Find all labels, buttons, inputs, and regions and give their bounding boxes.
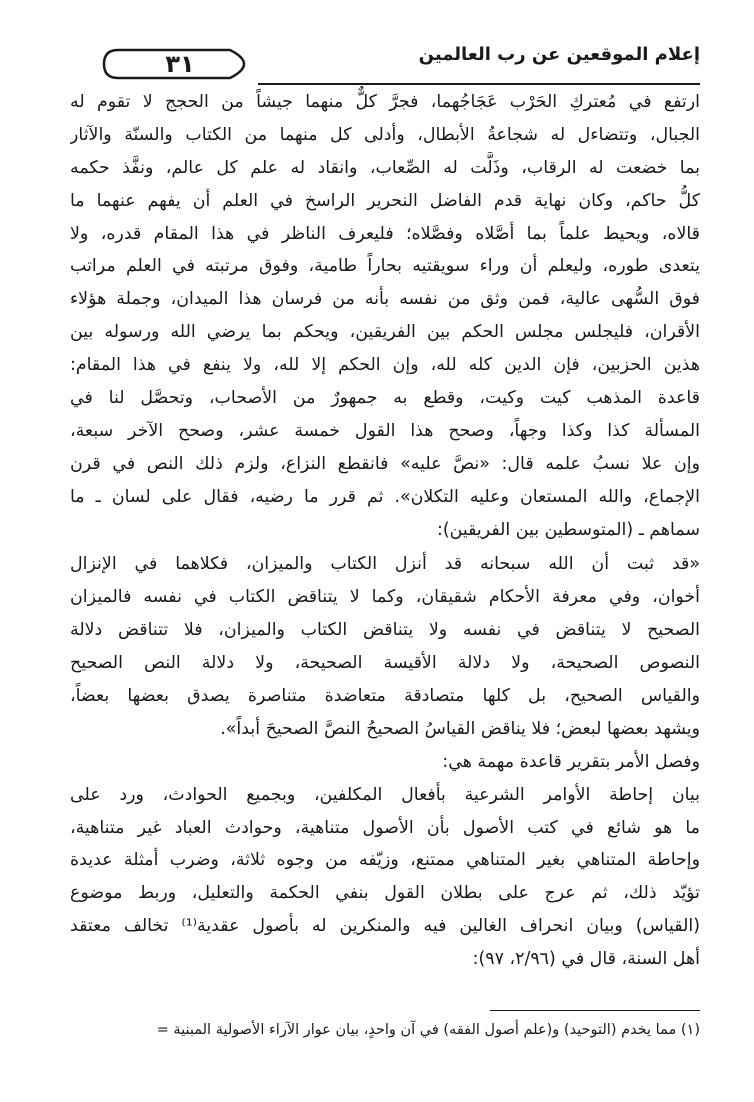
text-line: وفصل الأمر بتقرير قاعدة مهمة هي: [442, 751, 700, 772]
page-header [70, 40, 700, 90]
text-line: (القياس) وبيان انحراف الغالين فيه والمنكرين له بأصول عقدية⁽¹⁾ تخالف معتقد [70, 916, 700, 937]
text-line: يتعدى طوره، وليعلم أن وراء سويقتيه بحاراً طامية، وفوق مرتبته في العلم مراتب [70, 256, 700, 277]
text-line: أهل السنة، قال في (٢/٩٦، ٩٧): [472, 949, 700, 970]
header-rule [258, 83, 700, 85]
text-line: كلُّ حاكم، وكان نهاية قدم الفاضل النحرير الراسخ في العلم أن يفهم عنهما ما [70, 190, 700, 211]
text-line: قالاه، ويحيط علماً بما أصَّلاه وفصَّلاه؛ فليعرف الناظر في هذا المقام قدره، ولا [70, 223, 700, 244]
text-line: الجبال، وتتضاءل له شجاعةُ الأبطال، وأدلى كل منهما من الكتاب والسنّة والآثار [70, 124, 700, 145]
quote-line: أخوان، وفي معرفة الأحكام شقيقان، وكما لا يتناقض الكتاب في نفسه فالميزان [70, 587, 700, 608]
text-line: ارتفع في مُعتركِ الحَرْب عَجَاجُهما، فجرَّ كلٌّ منهما جيشاً من الحجج لا تقوم له [70, 92, 700, 112]
footnote-rule [490, 1010, 700, 1011]
quote-line: «قد ثبت أن الله سبحانه قد أنزل الكتاب والميزان، فكلاهما في الإنزال [70, 554, 700, 575]
text-line: وإحاطة المتناهي بغير المتناهي ممتنع، وزيّفه من وجوه ثلاثة، وضرب أمثلة عديدة [70, 850, 700, 871]
text-line: قاعدة المذهب كيت وكيت، وقطع به جمهورٌ من الأصحاب، وتحصَّل لنا في [70, 388, 700, 409]
main-text [70, 86, 700, 976]
text-line: المسألة كذا وكذا وجهاً، وصحح هذا القول خمسة عشر، وصحح الآخر سبعة، [70, 420, 700, 441]
text-line: فوق السُّهى عالية، فمن وثق من نفسه بأنه من فرسان هذا الميدان، وجملة هؤلاء [70, 289, 700, 310]
running-title: إعلام الموقعين عن رب العالمين [418, 44, 700, 65]
page-number: ٣١ [165, 50, 195, 78]
quote-line: والقياس الصحيح، بل كلها متصادقة متعاضدة متناصرة يصدق بعضها بعضاً، [70, 686, 700, 707]
page-number-frame [100, 46, 260, 82]
text-line: وإن علا نسبُ علمه قال: «نصَّ عليه» فانقطع النزاع، ولزم ذلك النص في قرن [70, 453, 700, 474]
quote-line: الصحيح لا يتناقض في نفسه ولا يتناقض الكتاب والميزان، فلا تتناقض دلالة [70, 620, 700, 641]
quote-line: ويشهد بعضها لبعض؛ فلا يناقض القياسُ الصحيحُ النصَّ الصحيحَ أبداً». [220, 718, 700, 739]
text-line: بيان إحاطة الأوامر الشرعية بأفعال المكلفين، وبجميع الحوادث، ورد على [70, 784, 700, 805]
text-line: هذين الحزبين، فإن الدين كله لله، وإن الحكم إلا لله، ولا ينفع في هذا المقام: [70, 355, 700, 376]
text-line: تؤيّد ذلك، ثم عرج على بطلان القول بنفي الحكمة والتعليل، وربط موضوع [70, 883, 700, 904]
text-line: سماهم ـ (المتوسطين بين الفريقين): [436, 519, 700, 540]
text-line: الأقران، فليجلس مجلس الحكم بين الفريقين، ويحكم بما يرضي الله ورسوله بين [70, 322, 700, 343]
text-line: ما هو شائع في كتب الأصول بأن الأصول متناهية، وحوادث العباد غير متناهية، [70, 817, 700, 838]
text-line: بما خضعت له الرقاب، وذَلَّت له الصِّعاب، وانقاد له علم كل عالم، ونفَّذ حكمه [70, 157, 700, 178]
text-line: الإجماع، والله المستعان وعليه التكلان». ثم قرر ما رضيه، فقال على لسان ـ ما [70, 486, 700, 507]
quote-line: النصوص الصحيحة، ولا دلالة الأقيسة الصحيحة، ولا دلالة النص الصحيح [70, 653, 700, 674]
footnote: (١) مما يخدم (التوحيد) و(علم أصول الفقه) في آن واحدٍ، بيان عوار الآراء الأصولية المبنية = [156, 1022, 700, 1038]
